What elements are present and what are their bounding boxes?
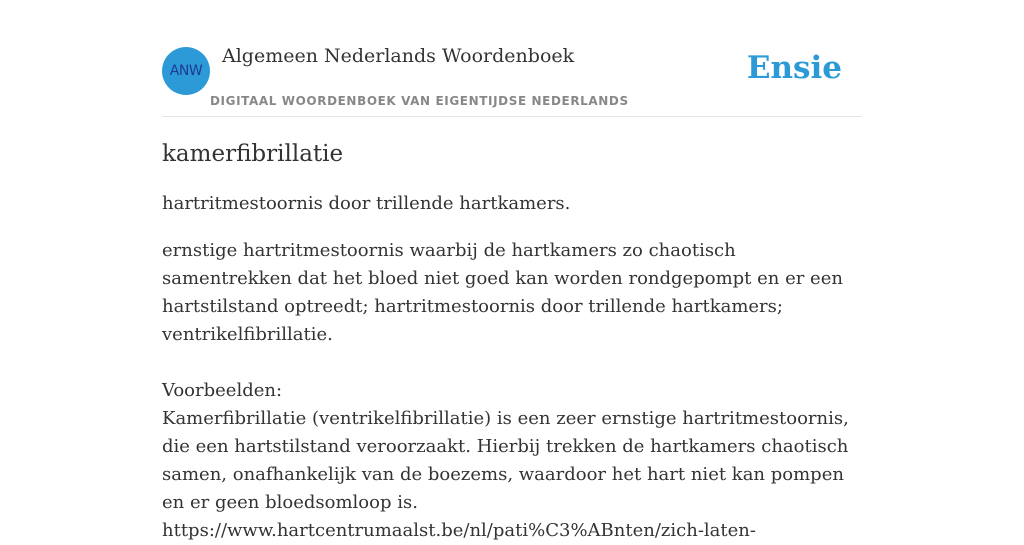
site-subtitle: DIGITAAL WOORDENBOEK VAN EIGENTIJDSE NEDERLANDS: [210, 94, 629, 108]
anw-logo-text: ANW: [169, 63, 203, 79]
entry-headword: kamerfibrillatie: [162, 141, 344, 167]
ensie-logo[interactable]: Ensie: [746, 50, 842, 86]
site-header: [162, 0, 862, 117]
entry-content: [162, 138, 862, 545]
site-title[interactable]: Algemeen Nederlands Woordenboek: [222, 45, 575, 67]
long-definition: ernstige hartritmestoornis waarbij de hartkamers zo chaotisch samentrekken dat het bloed niet goed kan worden rondgepompt en er een hartstilstand optreedt; hartritmestoornis door trillende hartkamers; ventrikelfibrillatie. Voorbeelden: Kamerfibrillatie (ventrikelfibrillatie) is een zeer ernstige hartritmestoornis, die een hartstilstand veroorzaakt. Hierbij trekken de hartkamers chaotisch samen, onafhankelijk van de boezems, waardoor het hart niet kan pompen en er geen bloedsomloop is. https://www.hartcentrumaalst.be/nl/pati%C3%ABnten/zich-laten-: [162, 240, 849, 541]
anw-logo[interactable]: [162, 47, 210, 95]
short-definition: hartritmestoornis door trillende hartkamers.: [162, 193, 571, 214]
